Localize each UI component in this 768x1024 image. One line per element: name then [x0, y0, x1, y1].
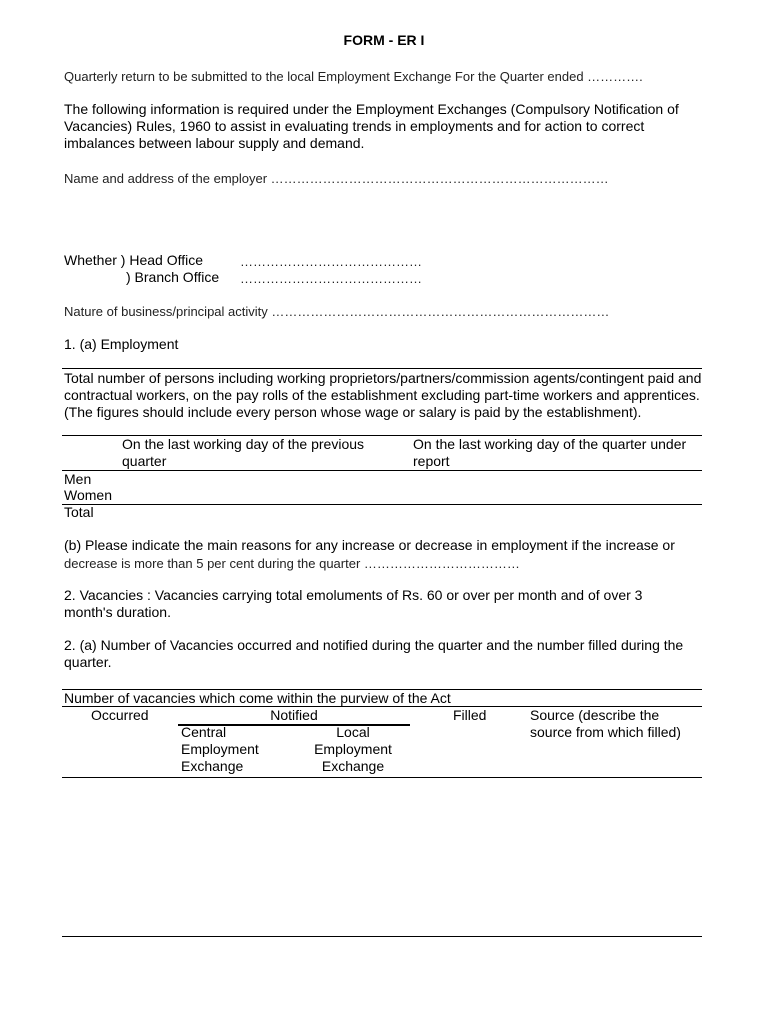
- bottom-rule: [62, 936, 702, 937]
- header-line: report: [413, 453, 450, 469]
- col-local-exchange: [310, 724, 396, 775]
- divider: [62, 368, 702, 369]
- col-notified: Notified: [270, 707, 318, 723]
- paragraph-line: 2. (a) Number of Vacancies occurred and notified during the quarter and the number filled during the: [64, 637, 684, 653]
- col-current-quarter: [413, 436, 686, 470]
- section-b-line-2: decrease is more than 5 per cent during the quarter ………………………………: [64, 556, 520, 571]
- total-persons-paragraph: [64, 370, 701, 421]
- header-line: Exchange: [181, 758, 244, 774]
- row-women: Women: [64, 487, 112, 503]
- table-rule: [62, 504, 702, 505]
- header-line: Exchange: [321, 758, 385, 774]
- col-central-exchange: [181, 724, 259, 775]
- col-filled: Filled: [453, 707, 487, 723]
- employer-name-field: Name and address of the employer ……………………………………………………………………: [64, 171, 609, 186]
- header-line: quarter: [122, 453, 167, 469]
- row-total: Total: [64, 504, 94, 520]
- paragraph-line: (The figures should include every person whose wage or salary is paid by the establishment).: [64, 404, 642, 420]
- table-rule: [62, 470, 702, 471]
- section-1a-heading: 1. (a) Employment: [64, 336, 179, 352]
- paragraph-line: contractual workers, on the pay rolls of the establishment excluding part-time workers and apprentices.: [64, 387, 700, 403]
- intro-line: The following information is required under the Employment Exchanges (Compulsory Notification of: [64, 101, 679, 117]
- branch-office-field: ……………………………………: [240, 271, 422, 286]
- section-b-line-1: (b) Please indicate the main reasons for any increase or decrease in employment if the increase or: [64, 537, 675, 553]
- vacancies-table-header: Number of vacancies which come within the purview of the Act: [64, 690, 451, 706]
- col-previous-quarter: [122, 436, 364, 470]
- header-line: Source (describe the: [530, 707, 660, 723]
- table-rule: [62, 777, 702, 778]
- section-2-vacancies: [64, 587, 642, 621]
- paragraph-line: month's duration.: [64, 604, 171, 620]
- head-office-field: ……………………………………: [240, 254, 422, 269]
- branch-office-label: ) Branch Office: [126, 269, 220, 285]
- intro-line: Vacancies) Rules, 1960 to assist in evaluating trends in employments and for action to correct: [64, 118, 645, 134]
- form-title: FORM - ER I: [343, 32, 425, 48]
- nature-of-business-field: Nature of business/principal activity ……………………………………………………………………: [64, 304, 610, 319]
- intro-line: imbalances between labour supply and demand.: [64, 135, 365, 151]
- header-line: On the last working day of the quarter under: [413, 436, 687, 452]
- intro-paragraph: [64, 101, 679, 152]
- section-2a: [64, 637, 683, 671]
- col-source: [530, 707, 681, 741]
- quarterly-return-line: Quarterly return to be submitted to the local Employment Exchange For the Quarter ended ………….: [64, 69, 643, 84]
- row-men: Men: [64, 471, 92, 487]
- header-line: source from which filled): [530, 724, 681, 740]
- header-line: Local: [336, 724, 370, 740]
- paragraph-line: Total number of persons including working proprietors/partners/commission agents/contingent paid and: [64, 370, 702, 386]
- header-line: Employment: [314, 741, 392, 757]
- head-office-label: Whether ) Head Office: [64, 252, 204, 268]
- paragraph-line: 2. Vacancies : Vacancies carrying total emoluments of Rs. 60 or over per month and of over 3: [64, 587, 643, 603]
- header-line: On the last working day of the previous: [122, 436, 365, 452]
- header-line: Employment: [181, 741, 259, 757]
- col-occurred: Occurred: [91, 707, 149, 723]
- paragraph-line: quarter.: [64, 654, 112, 670]
- header-line: Central: [181, 724, 227, 740]
